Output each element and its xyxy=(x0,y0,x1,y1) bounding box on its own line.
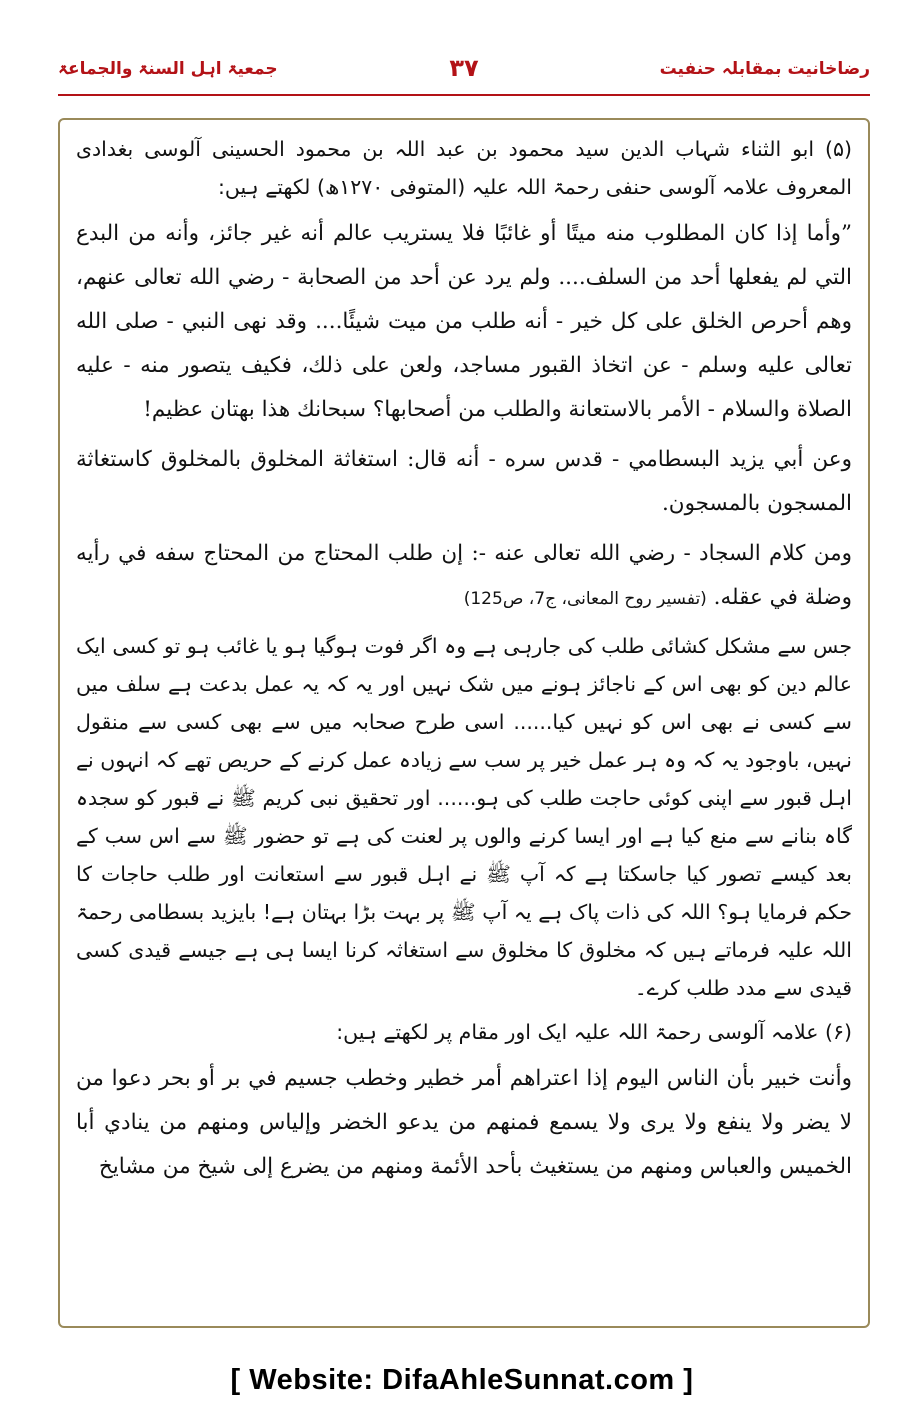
book-title: رضاخانیت بمقابلہ حنفیت xyxy=(659,59,870,79)
page-number: ۳۷ xyxy=(449,54,479,82)
arabic-quote-sajjad-text: ومن كلام السجاد - رضي الله تعالى عنه -: إن طلب المحتاج من المحتاج سفه في رأيه وضلة في عقله. xyxy=(76,541,852,610)
paragraph-alusi-second: (۶) علامہ آلوسی رحمۃ اللہ علیہ ایک اور مقام پر لکھتے ہیں: xyxy=(336,1020,852,1044)
arabic-quote-bistami: وعن أبي يزيد البسطامي - قدس سره - أنه قال: استغاثة المخلوق بالمخلوق كاستغاثة المسجون بالمسجون. xyxy=(76,447,852,516)
citation: (تفسیر روح المعانی، ج7، ص125) xyxy=(463,589,707,609)
arabic-quote-second: وأنت خبير بأن الناس اليوم إذا اعتراهم أمر خطير وخطب جسيم في بر أو بحر دعوا من لا يضر ولا ينفع ولا يرى ولا يسمع فمنهم من يدعو الخضر وإلياس ومنهم من ينادي أبا الخميس والعباس ومنهم من يستغيث بأحد الأئمة ومنهم من يضرع إلى شيخ من مشايخ xyxy=(76,1066,852,1179)
page-frame xyxy=(58,118,870,1328)
page-header xyxy=(58,50,870,96)
paragraph-alusi-intro: (۵) ابو الثناء شہاب الدین سید محمود بن عبد اللہ بن محمود الحسینی آلوسی بغدادی المعروف علامہ آلوسی حنفی رحمۃ اللہ علیہ (المتوفی ۱۲۷۰ھ) لکھتے ہیں: xyxy=(76,137,852,199)
urdu-translation: جس سے مشکل کشائی طلب کی جارہی ہے وہ اگر فوت ہوگیا ہو یا غائب ہو تو کسی ایک عالم دین کو بھی اس کے ناجائز ہونے میں شک نہیں اور یہ کہ یہ عمل بدعت ہے سلف میں سے کسی نے بھی اس کو نہیں کیا...... اسی طرح صحابہ میں سے بھی کسی سے منقول نہیں، باوجود یہ کہ وہ ہر عمل خیر پر سب سے زیادہ عمل کرنے کے حریص تھے کہ انہوں نے اہل قبور سے اپنی کوئی حاجت طلب کی ہو...... اور تحقیق نبی کریم ﷺ نے قبور کو سجدہ گاہ بنانے سے منع کیا ہے اور ایسا کرنے والوں پر لعنت کی ہے تو حضور ﷺ سے اس سب کے بعد کیسے تصور کیا جاسکتا ہے کہ آپ ﷺ نے اہل قبور سے استعانت اور طلب حاجات کا حکم فرمایا ہو؟ اللہ کی ذات پاک ہے یہ آپ ﷺ پر بہت بڑا بہتان ہے! بایزید بسطامی رحمۃ اللہ علیہ فرماتے ہیں کہ مخلوق کا مخلوق سے استغاثہ کرنا ایسا ہی ہے جیسے قیدی کسی قیدی سے مدد طلب کرے۔ xyxy=(76,634,852,1000)
page-body xyxy=(76,130,852,1189)
header-divider xyxy=(58,94,870,96)
publisher-name: جمعیۃ اہل السنۃ والجماعۃ xyxy=(58,59,278,79)
website-footer: [ Website: DifaAhleSunnat.com ] xyxy=(230,1364,694,1396)
arabic-quote-ruh-al-maani: ”وأما إذا كان المطلوب منه ميتًا أو غائبًا فلا يستريب عالم أنه غير جائز، وأنه من البدع التي لم يفعلها أحد من السلف.... ولم يرد عن أحد من الصحابة - رضي الله تعالى عنهم، وهم أحرص الخلق على كل خير - أنه طلب من ميت شيئًا.... وقد نهى النبي - صلى الله تعالى عليه وسلم - عن اتخاذ القبور مساجد، ولعن على ذلك، فكيف يتصور منه - عليه الصلاة والسلام - الأمر بالاستعانة والطلب من أصحابها؟ سبحانك هذا بهتان عظيم! xyxy=(76,221,852,422)
arabic-quote-sajjad xyxy=(76,532,852,621)
